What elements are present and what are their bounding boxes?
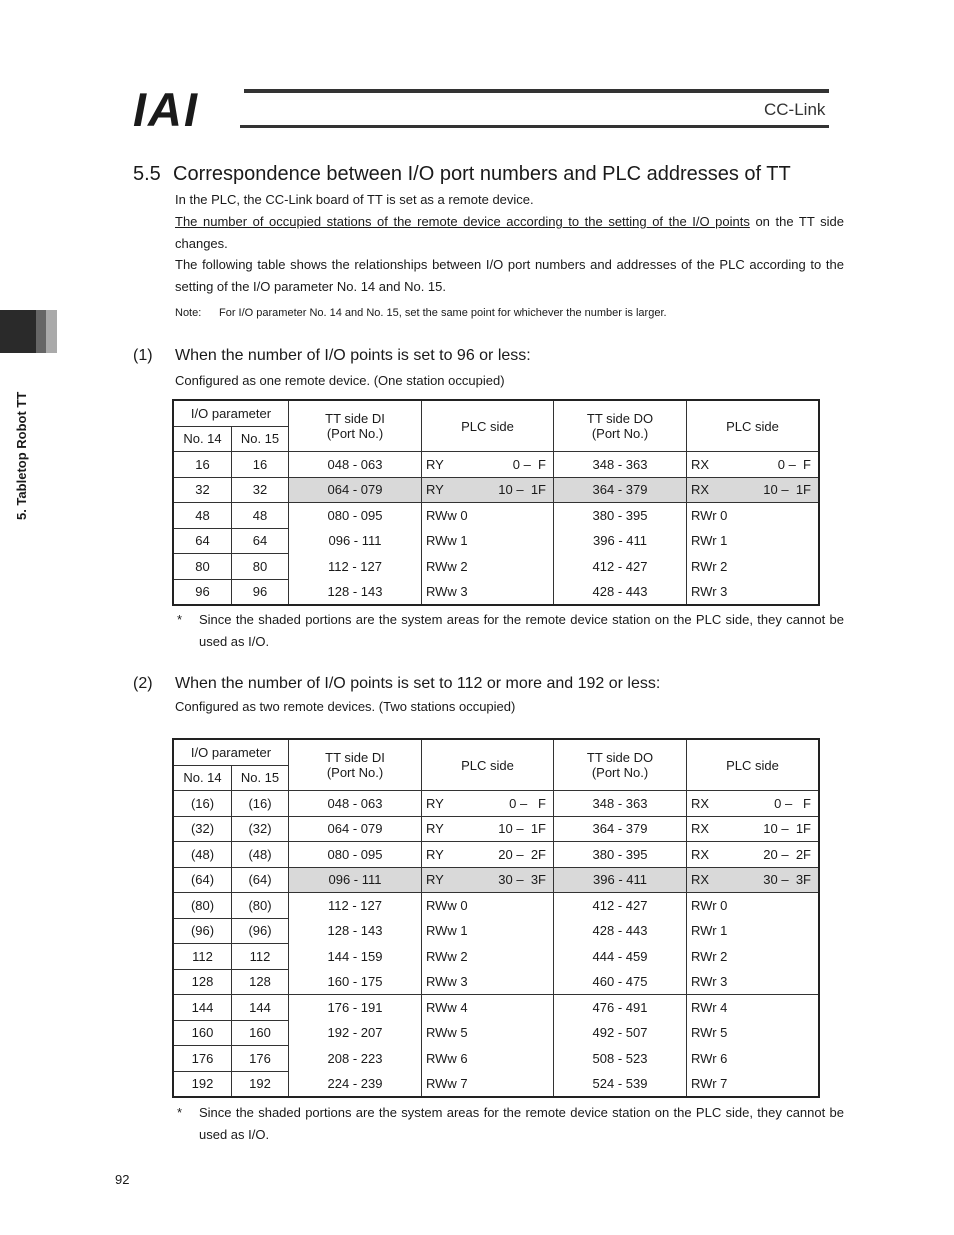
case2-footnote-text: Since the shaded portions are the system areas for the remote device station on the PLC side, they cannot be used as I/O. [199, 1105, 844, 1142]
case2-description: Configured as two remote devices. (Two stations occupied) [175, 699, 516, 714]
cell-no15: 176 [232, 1046, 289, 1072]
plc-address [687, 821, 818, 836]
cell-plc-in [687, 944, 820, 970]
case1-number: (1) [133, 347, 153, 364]
cell-no15: 16 [232, 452, 289, 478]
cell-no14: (32) [173, 816, 232, 842]
cell-tt-do: 444 - 459 [554, 944, 687, 970]
cell-plc-out [422, 842, 554, 868]
plc-device: RWw 6 [426, 1050, 468, 1066]
case2-table [172, 738, 820, 1098]
note-label: Note: [175, 307, 202, 319]
plc-range: 10 – 1F [498, 821, 546, 837]
cell-no15: (16) [232, 791, 289, 817]
plc-device: RY [426, 482, 444, 498]
plc-device: RWw 3 [426, 584, 468, 599]
header-brand: CC-Link [764, 100, 826, 119]
cell-no14: 96 [173, 579, 232, 605]
plc-address [687, 533, 818, 548]
table-row [173, 842, 819, 868]
cell-plc-in [687, 969, 820, 995]
plc-range: 30 – 3F [763, 872, 811, 888]
cell-plc-out [422, 816, 554, 842]
plc-address [422, 821, 553, 836]
cell-plc-out [422, 1020, 554, 1046]
cell-tt-di: 096 - 111 [289, 528, 422, 554]
cell-no14: 192 [173, 1071, 232, 1097]
cell-no15: (64) [232, 867, 289, 893]
cell-plc-out [422, 1046, 554, 1072]
plc-address [687, 508, 818, 523]
plc-address [687, 1051, 818, 1066]
cell-no14: (64) [173, 867, 232, 893]
table-row [173, 1071, 819, 1097]
header-no14: No. 14 [173, 765, 232, 791]
cell-plc-in [687, 503, 820, 529]
cell-plc-in [687, 528, 820, 554]
plc-address [687, 872, 818, 887]
header-tt-do [554, 739, 687, 791]
header-tt-di-label: TT side DI [325, 411, 385, 426]
cell-plc-out [422, 791, 554, 817]
plc-address [422, 1076, 553, 1091]
cell-tt-do: 396 - 411 [554, 867, 687, 893]
section-number: 5.5 [133, 163, 161, 185]
plc-device: RWw 4 [426, 1000, 468, 1015]
plc-device: RWw 2 [426, 948, 468, 964]
table-row [173, 918, 819, 944]
header-rule-top [244, 89, 829, 93]
cell-tt-di: 096 - 111 [289, 867, 422, 893]
cell-plc-out [422, 528, 554, 554]
header-no15: No. 15 [232, 765, 289, 791]
header-io-parameter: I/O parameter [173, 739, 289, 765]
header-io-parameter: I/O parameter [173, 400, 289, 426]
cell-tt-di: 192 - 207 [289, 1020, 422, 1046]
cell-plc-out [422, 579, 554, 605]
plc-address [422, 533, 553, 548]
cell-no14: 112 [173, 944, 232, 970]
cell-plc-in [687, 579, 820, 605]
cell-no14: 128 [173, 969, 232, 995]
plc-device: RWr 1 [691, 923, 728, 939]
plc-device: RY [426, 821, 444, 837]
cell-no14: (80) [173, 893, 232, 919]
cell-tt-do: 428 - 443 [554, 918, 687, 944]
cell-no14: (96) [173, 918, 232, 944]
plc-device: RWr 0 [691, 898, 728, 913]
header-no15: No. 15 [232, 426, 289, 452]
cell-plc-out [422, 867, 554, 893]
cell-tt-do: 364 - 379 [554, 816, 687, 842]
plc-device: RX [691, 482, 710, 498]
table-row [173, 969, 819, 995]
plc-address [422, 482, 553, 497]
intro-line-3: The following table shows the relationships between I/O port numbers and addresses of the PLC according to the setting of the I/O parameter No. 14 and No. 15. [175, 257, 844, 294]
intro-line-2-rest: on the TT side changes. [175, 214, 844, 251]
plc-address [422, 923, 553, 938]
header-plc-side: PLC side [422, 739, 554, 791]
case1-heading [133, 347, 531, 365]
cell-no15: 80 [232, 554, 289, 580]
plc-address [422, 584, 553, 599]
plc-address [687, 847, 818, 862]
case2-heading [133, 675, 660, 693]
plc-address [687, 584, 818, 599]
table-row [173, 1020, 819, 1046]
cell-no15: 144 [232, 995, 289, 1021]
case1-description: Configured as one remote device. (One station occupied) [175, 373, 505, 388]
header-tt-do-label: TT side DO [586, 750, 654, 765]
cell-no14: 64 [173, 528, 232, 554]
plc-device: RWr 3 [691, 584, 728, 599]
cell-plc-out [422, 969, 554, 995]
cell-tt-di: 048 - 063 [289, 452, 422, 478]
plc-device: RWw 0 [426, 898, 468, 913]
cell-plc-out [422, 554, 554, 580]
cell-plc-out [422, 1071, 554, 1097]
header-plc-side: PLC side [687, 400, 820, 452]
cell-tt-do: 364 - 379 [554, 477, 687, 503]
cell-tt-do: 412 - 427 [554, 893, 687, 919]
cell-tt-do: 348 - 363 [554, 452, 687, 478]
plc-address [687, 1000, 818, 1015]
cell-tt-do: 476 - 491 [554, 995, 687, 1021]
case2-title: When the number of I/O points is set to 112 or more and 192 or less: [175, 675, 661, 692]
plc-range: 0 – F [512, 456, 546, 472]
cell-plc-out [422, 995, 554, 1021]
plc-device: RWw 1 [426, 533, 468, 549]
cell-tt-di: 064 - 079 [289, 477, 422, 503]
cell-no15: 48 [232, 503, 289, 529]
cell-plc-out [422, 893, 554, 919]
plc-address [422, 1051, 553, 1066]
plc-address [687, 949, 818, 964]
table-row [173, 893, 819, 919]
cell-no15: 160 [232, 1020, 289, 1046]
cell-no14: (48) [173, 842, 232, 868]
plc-address [422, 872, 553, 887]
footnote-star: * [177, 612, 183, 627]
header-no14: No. 14 [173, 426, 232, 452]
cell-tt-do: 380 - 395 [554, 503, 687, 529]
case1-footnote-text: Since the shaded portions are the system areas for the remote device station on the PLC side, they cannot be used as I/O. [199, 612, 844, 649]
table-row [173, 528, 819, 554]
plc-device: RY [426, 795, 444, 811]
cell-no14: (16) [173, 791, 232, 817]
cell-tt-do: 428 - 443 [554, 579, 687, 605]
header-rule-bottom [240, 125, 829, 128]
note-text: For I/O parameter No. 14 and No. 15, set the same point for whichever the number is larger. [219, 307, 667, 319]
cell-tt-di: 176 - 191 [289, 995, 422, 1021]
header-tt-do [554, 400, 687, 452]
plc-address [687, 923, 818, 938]
cell-plc-in [687, 918, 820, 944]
cell-tt-di: 144 - 159 [289, 944, 422, 970]
page-number: 92 [115, 1172, 130, 1187]
case1-footnote [177, 609, 844, 653]
cell-no15: (80) [232, 893, 289, 919]
cell-tt-do: 524 - 539 [554, 1071, 687, 1097]
plc-address [687, 974, 818, 989]
plc-device: RX [691, 795, 710, 811]
plc-device: RWr 0 [691, 508, 728, 523]
cell-plc-out [422, 452, 554, 478]
case1-title: When the number of I/O points is set to 96 or less: [175, 347, 531, 364]
cell-tt-di: 128 - 143 [289, 918, 422, 944]
plc-device: RY [426, 846, 444, 862]
cell-tt-di: 064 - 079 [289, 816, 422, 842]
cell-no14: 16 [173, 452, 232, 478]
plc-address [422, 949, 553, 964]
cell-plc-out [422, 918, 554, 944]
plc-address [422, 559, 553, 574]
plc-address [422, 1000, 553, 1015]
plc-device: RWr 2 [691, 558, 728, 574]
cell-tt-do: 348 - 363 [554, 791, 687, 817]
table-row [173, 1046, 819, 1072]
intro-underlined: The number of occupied stations of the remote device according to the setting of the I/O points [175, 214, 750, 229]
plc-range: 10 – 1F [498, 482, 546, 498]
cell-tt-do: 396 - 411 [554, 528, 687, 554]
table-row [173, 452, 819, 478]
cell-plc-out [422, 944, 554, 970]
footnote-star: * [177, 1105, 183, 1120]
cell-no15: 192 [232, 1071, 289, 1097]
plc-address [422, 974, 553, 989]
case1-table [172, 399, 820, 606]
header-port-no: (Port No.) [591, 765, 649, 780]
section-title [133, 163, 791, 186]
cell-tt-do: 460 - 475 [554, 969, 687, 995]
table-row [173, 554, 819, 580]
plc-device: RY [426, 456, 444, 472]
cell-no15: 96 [232, 579, 289, 605]
plc-device: RWr 1 [691, 533, 728, 549]
plc-address [422, 1025, 553, 1040]
cell-plc-in [687, 477, 820, 503]
header-tt-di-label: TT side DI [325, 750, 385, 765]
header-port-no: (Port No.) [326, 765, 384, 780]
plc-device: RY [426, 872, 444, 888]
plc-range: 20 – 2F [498, 846, 546, 862]
table-row [173, 477, 819, 503]
plc-device: RWw 3 [426, 974, 468, 989]
plc-range: 20 – 2F [763, 846, 811, 862]
cell-plc-out [422, 503, 554, 529]
cell-tt-di: 112 - 127 [289, 554, 422, 580]
cell-no14: 48 [173, 503, 232, 529]
plc-address [422, 898, 553, 913]
plc-device: RWw 0 [426, 508, 468, 523]
cell-no15: (48) [232, 842, 289, 868]
cell-no15: (96) [232, 918, 289, 944]
table-row [173, 944, 819, 970]
cell-no14: 176 [173, 1046, 232, 1072]
cell-no14: 32 [173, 477, 232, 503]
cell-plc-in [687, 1046, 820, 1072]
plc-device: RWw 5 [426, 1025, 468, 1041]
plc-device: RWw 2 [426, 558, 468, 574]
cell-plc-out [422, 477, 554, 503]
cell-plc-in [687, 1020, 820, 1046]
plc-device: RWr 3 [691, 974, 728, 989]
plc-address [422, 847, 553, 862]
cell-no14: 144 [173, 995, 232, 1021]
plc-address [687, 796, 818, 811]
plc-address [422, 508, 553, 523]
intro-line-1: In the PLC, the CC-Link board of TT is set as a remote device. [175, 192, 534, 207]
table-row [173, 503, 819, 529]
cell-tt-di: 112 - 127 [289, 893, 422, 919]
plc-device: RWr 5 [691, 1025, 728, 1041]
cell-tt-di: 224 - 239 [289, 1071, 422, 1097]
cell-tt-di: 080 - 095 [289, 503, 422, 529]
cell-no15: 64 [232, 528, 289, 554]
header-tt-di [289, 739, 422, 791]
side-tab-marker [0, 310, 36, 353]
plc-address [687, 482, 818, 497]
plc-address [687, 559, 818, 574]
table-row [173, 995, 819, 1021]
header-tt-di [289, 400, 422, 452]
plc-range: 10 – 1F [763, 482, 811, 498]
plc-device: RWr 7 [691, 1076, 728, 1091]
section-title-text: Correspondence between I/O port numbers and PLC addresses of TT [173, 163, 791, 185]
cell-tt-do: 492 - 507 [554, 1020, 687, 1046]
header-plc-side: PLC side [687, 739, 820, 791]
cell-plc-in [687, 791, 820, 817]
cell-plc-in [687, 995, 820, 1021]
intro-line-2 [175, 211, 844, 254]
plc-device: RX [691, 456, 710, 472]
side-tab-marker-light [46, 310, 57, 353]
cell-plc-in [687, 452, 820, 478]
note [175, 307, 667, 319]
cell-plc-in [687, 554, 820, 580]
iai-logo: IAI [133, 83, 200, 136]
plc-device: RWr 6 [691, 1050, 728, 1066]
plc-device: RWr 2 [691, 948, 728, 964]
plc-device: RX [691, 872, 710, 888]
plc-address [687, 898, 818, 913]
plc-range: 30 – 3F [498, 872, 546, 888]
cell-plc-in [687, 867, 820, 893]
case2-footnote [177, 1102, 844, 1146]
case2-number: (2) [133, 675, 153, 692]
cell-tt-di: 080 - 095 [289, 842, 422, 868]
header-plc-side: PLC side [422, 400, 554, 452]
cell-no15: (32) [232, 816, 289, 842]
cell-tt-di: 208 - 223 [289, 1046, 422, 1072]
plc-address [422, 457, 553, 472]
plc-address [687, 1025, 818, 1040]
cell-plc-in [687, 842, 820, 868]
header-tt-do-label: TT side DO [586, 411, 654, 426]
plc-address [687, 1076, 818, 1091]
cell-tt-do: 412 - 427 [554, 554, 687, 580]
cell-tt-di: 160 - 175 [289, 969, 422, 995]
table-row [173, 816, 819, 842]
table-row [173, 791, 819, 817]
plc-device: RWw 1 [426, 923, 468, 939]
cell-no15: 128 [232, 969, 289, 995]
plc-range: 0 – F [509, 795, 546, 811]
plc-range: 10 – 1F [763, 821, 811, 837]
cell-tt-di: 128 - 143 [289, 579, 422, 605]
cell-no15: 32 [232, 477, 289, 503]
cell-tt-di: 048 - 063 [289, 791, 422, 817]
plc-device: RX [691, 821, 710, 837]
side-chapter-label: 5. Tabletop Robot TT [14, 391, 29, 520]
plc-device: RWr 4 [691, 1000, 728, 1015]
cell-no14: 80 [173, 554, 232, 580]
cell-no15: 112 [232, 944, 289, 970]
plc-address [687, 457, 818, 472]
table-row [173, 579, 819, 605]
cell-tt-do: 380 - 395 [554, 842, 687, 868]
cell-tt-do: 508 - 523 [554, 1046, 687, 1072]
header-port-no: (Port No.) [591, 426, 649, 441]
plc-device: RX [691, 846, 710, 862]
plc-range: 0 – F [777, 456, 811, 472]
cell-plc-in [687, 816, 820, 842]
header-port-no: (Port No.) [326, 426, 384, 441]
plc-range: 0 – F [774, 795, 811, 811]
cell-no14: 160 [173, 1020, 232, 1046]
cell-plc-in [687, 893, 820, 919]
cell-plc-in [687, 1071, 820, 1097]
table-row [173, 867, 819, 893]
plc-address [422, 796, 553, 811]
plc-device: RWw 7 [426, 1076, 468, 1091]
side-tab-marker-mid [36, 310, 46, 353]
